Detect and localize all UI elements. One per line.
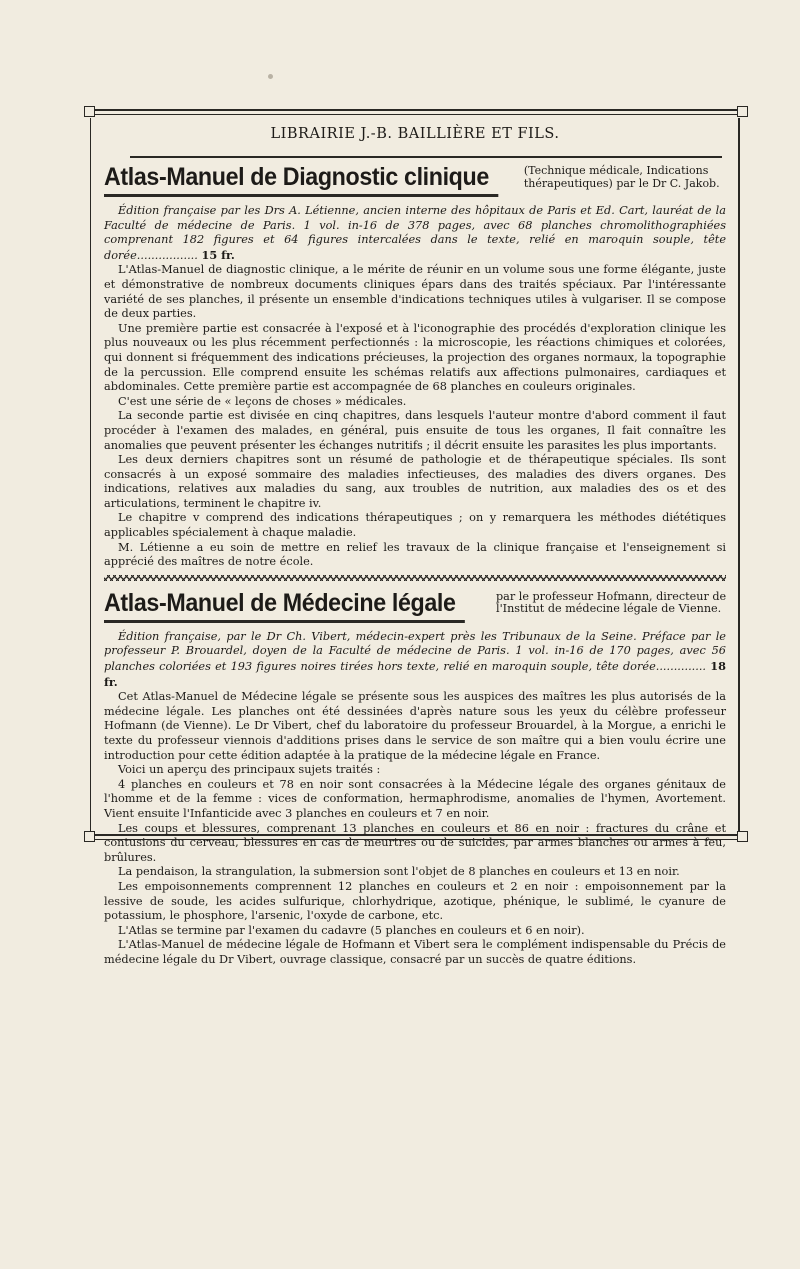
paragraph: Les empoisonnements comprennent 12 planches en couleurs et 2 en noir : empoisonnement par la lessive de soude, les acides sulfurique, chlorhydrique, azotique, phénique, le sublimé, le cyanure de potassium, le phosphore, l'arsenic, l'oxyde de carbone, etc.	[104, 879, 726, 923]
book-subtitle: (Technique médicale, Indications thérapeutiques) par le Dr C. Jakob.	[523, 164, 720, 190]
paragraph: L'Atlas se termine par l'examen du cadavre (5 planches en couleurs et 6 en noir).	[118, 923, 585, 937]
book-title: Atlas-Manuel de Diagnostic clinique	[104, 163, 489, 191]
print-speck	[268, 74, 273, 79]
paragraph: La pendaison, la strangulation, la submersion sont l'objet de 8 planches en couleurs et 13 en noir.	[118, 865, 680, 879]
edition-details: Édition française, par le Dr Ch. Vibert, médecin-expert près les Tribunaux de la Seine. Préface par le professeur P. Brouardel, doyen de la Faculté de médecine de Paris. 1 vol. in-16 de 170 pages, avec 56 planches coloriées et 193 figures noires tirées hors texte, relié en maroquin souple, tête dorée.............. 18 fr.	[104, 629, 726, 689]
paragraph: Cet Atlas-Manuel de Médecine légale se présente sous les auspices des maîtres les plus autorisés de la médecine légale. Les planches ont été dessinées d'après nature sous les yeux du célèbre professeur Hofmann (de Vienne). Le Dr Vibert, chef du laboratoire du professeur Brouardel, à la Morgue, a enrichi le texte du professeur viennois d'additions prises dans le service de son maître qui a bien voulu écrire une introduction pour cette édition adaptée à la pratique de la médecine légale en France.	[104, 690, 726, 762]
paragraph: 4 planches en couleurs et 78 en noir sont consacrées à la Médecine légale des organes génitaux de l'homme et de la femme : vices de conformation, hermaphrodisme, anomalies de l'hymen, Avortement. Vient ensuite l'Infanticide avec 3 planches en couleurs et 7 en noir.	[104, 777, 726, 820]
page-header: LIBRAIRIE J.-B. BAILLIÈRE ET FILS.	[270, 126, 560, 142]
paragraph: L'Atlas-Manuel de médecine légale de Hofmann et Vibert sera le complément indispensable du Précis de médecine légale du Dr Vibert, ouvrage classique, consacré par un succès de quatre éditions.	[104, 938, 726, 966]
left-border	[90, 118, 91, 838]
book-entry-diagnostic	[104, 162, 726, 570]
paragraph: La seconde partie est divisée en cinq chapitres, dans lesquels l'auteur montre d'abord comment il faut procéder à l'examen des malades, en général, puis ensuite de tous les organes, Il fait connaître les anomalies que peuvent présenter les échanges nutritifs ; il décrit ensuite les parasites les plus importants.	[104, 409, 726, 452]
corner-ornament	[737, 106, 748, 117]
paragraph: Voici un aperçu des principaux sujets traités :	[118, 763, 381, 777]
book-title: Atlas-Manuel de Médecine légale	[104, 588, 456, 617]
header-rule	[130, 156, 722, 158]
edition-details: Édition française par les Drs A. Létienne, ancien interne des hôpitaux de Paris et Ed. Cart, lauréat de la Faculté de médecine de Paris. 1 vol. in-16 de 378 pages, avec 68 planches chromolithographiées comprenant 182 figures et 64 figures intercalées dans le texte, relié en maroquin souple, tête dorée................. 15 fr.	[104, 204, 726, 262]
corner-ornament	[737, 831, 748, 842]
paragraph: L'Atlas-Manuel de diagnostic clinique, a le mérite de réunir en un volume sous une forme élégante, juste et démonstrative de nombreux documents cliniques épars dans des traités spéciaux. Par l'intéressante variété de ses planches, il présente un ensemble d'indications techniques utiles à vulgariser. Il se compose de deux parties.	[104, 263, 726, 321]
book-entry-medecine-legale	[104, 588, 726, 968]
price: 18 fr.	[104, 659, 726, 689]
paragraph: Une première partie est consacrée à l'exposé et à l'iconographie des procédés d'exploration clinique les plus nouveaux ou les plus récemment perfectionnés : la microscopie, les réactions chimiques et colorées, qui donnent si fréquemment des indications précieuses, la projection des organes normaux, la topographie de la percussion. Elle comprend ensuite les schémas relatifs aux affections pulmonaires, cardiaques et abdominales. Cette première partie est accompagnée de 68 planches en couleurs originales.	[104, 321, 726, 394]
paragraph: Les deux derniers chapitres sont un résumé de pathologie et de thérapeutique spéciales. Ils sont consacrés à un exposé sommaire des maladies infectieuses, des maladies des divers organes. Des indications, relatives aux maladies du sang, aux troubles de nutrition, aux maladies des os et des articulations, terminent le chapitre iv.	[104, 453, 726, 510]
page-content	[104, 126, 726, 968]
book-subtitle: par le professeur Hofmann, directeur de l'Institut de médecine légale de Vienne.	[496, 589, 727, 616]
corner-ornament	[84, 831, 95, 842]
paragraph: Le chapitre v comprend des indications thérapeutiques ; on y remarquera les méthodes diététiques applicables spécialement à chaque maladie.	[104, 511, 726, 540]
corner-ornament	[84, 106, 95, 117]
paragraph: Les coups et blessures, comprenant 13 planches en couleurs et 86 en noir : fractures du crâne et contusions du cerveau, blessures en cas de meurtres ou de suicides, par armes blanches ou armes à feu, brûlures.	[104, 821, 726, 864]
price: 15 fr.	[201, 247, 235, 262]
top-border	[86, 109, 742, 115]
paragraph: M. Létienne a eu soin de mettre en relief les travaux de la clinique française et l'enseignement si apprécié des maîtres de notre école.	[104, 540, 726, 569]
wavy-divider	[104, 574, 726, 582]
paragraph: C'est une série de « leçons de choses » médicales.	[118, 394, 407, 408]
right-border	[738, 118, 740, 838]
